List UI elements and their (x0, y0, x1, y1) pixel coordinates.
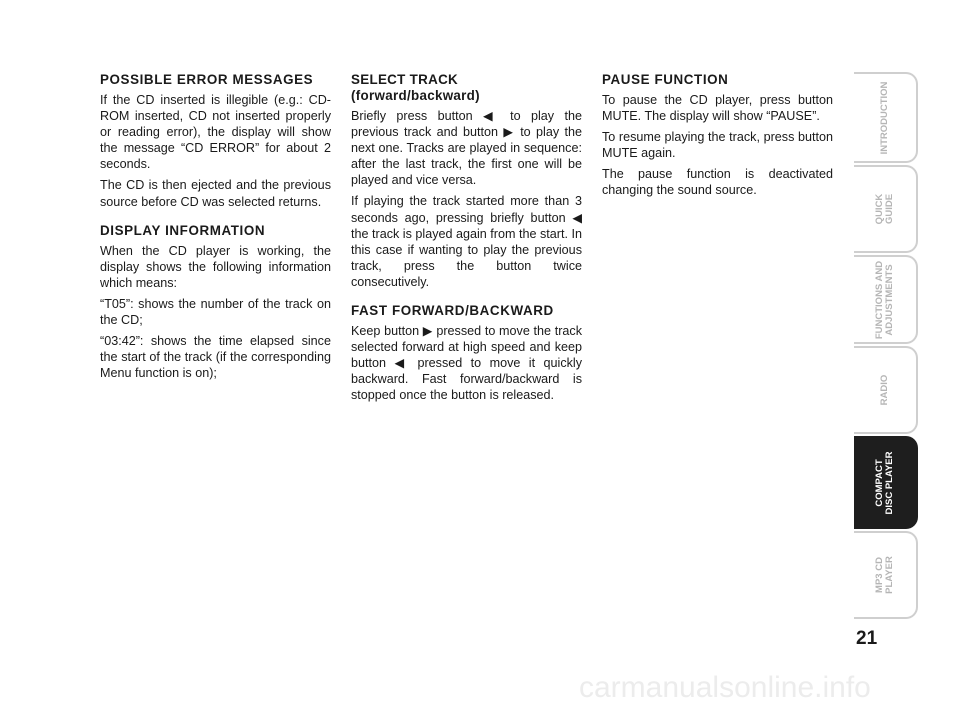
right-arrow-icon: ▶ (422, 324, 433, 339)
tab-label: DISC PLAYER (884, 451, 895, 514)
paragraph: When the CD player is working, the display shows the following information which means: (100, 243, 331, 290)
heading-display-information: DISPLAY INFORMATION (100, 222, 266, 238)
left-arrow-icon: ◀ (394, 356, 410, 371)
tab-label: MP3 CD (874, 557, 885, 593)
heading-pause-function: PAUSE FUNCTION (602, 72, 729, 87)
tab-mp3-cd-player[interactable] (854, 531, 918, 619)
column-2 (351, 72, 582, 409)
tab-label: GUIDE (884, 193, 895, 225)
paragraph: If playing the track started more than 3 seconds ago, pressing briefly button ◀ the track is played again from the start. In this case if wanting to play the previous track, press the button twice consecutively. (351, 194, 582, 289)
tab-introduction[interactable] (854, 72, 918, 163)
left-arrow-icon: ◀ (572, 210, 582, 225)
tab-label: COMPACT (874, 458, 885, 507)
watermark: carmanualsonline.info (579, 671, 871, 704)
left-arrow-icon: ◀ (483, 109, 500, 123)
column-3 (602, 72, 833, 204)
page-number: 21 (856, 628, 878, 649)
tab-radio[interactable] (854, 346, 918, 434)
heading-fast-forward: FAST FORWARD/BACKWARD (351, 303, 554, 319)
tab-label: QUICK (874, 193, 885, 225)
paragraph: To resume playing the track, press button MUTE again. (602, 130, 833, 161)
paragraph: The CD is then ejected and the previous source before CD was selected returns. (100, 178, 331, 209)
paragraph: The pause function is deactivated changing the sound source. (602, 167, 833, 198)
tab-label: RADIO (879, 374, 890, 406)
heading-error-messages: POSSIBLE ERROR MESSAGES (100, 72, 314, 87)
paragraph: Keep button ▶ pressed to move the track selected forward at high speed and keep button ◀ pressed to move it quickly backward. Fast forward/backward is stopped once the button is released. (351, 324, 583, 403)
heading-select-track-sub: (forward/backward) (351, 88, 480, 103)
paragraph: If the CD inserted is illegible (e.g.: CD-ROM inserted, CD not inserted properly or reading error), the display will show the message “CD ERROR” for about 2 seconds. (100, 93, 331, 172)
right-arrow-icon: ▶ (503, 125, 515, 140)
tab-compact-disc-player[interactable] (854, 436, 918, 529)
tab-label: FUNCTIONS AND (874, 260, 885, 339)
tab-label: INTRODUCTION (879, 81, 890, 154)
tab-functions-and-adjustments[interactable] (854, 255, 918, 344)
column-1 (100, 72, 331, 386)
paragraph: To pause the CD player, press button MUTE. The display will show “PAUSE”. (602, 93, 833, 124)
tab-label: ADJUSTMENTS (884, 263, 895, 336)
heading-select-track: SELECT TRACK (351, 72, 459, 87)
tab-label: PLAYER (884, 556, 895, 594)
paragraph: “T05”: shows the number of the track on the CD; (100, 296, 331, 328)
paragraph: “03:42”: shows the time elapsed since the start of the track (if the corresponding Menu function is on); (100, 334, 331, 381)
paragraph: Briefly press button ◀ to play the previous track and button ▶ to play the next one. Tracks are played in sequence: after the last track, the first one will be played and vice versa. (351, 109, 583, 188)
tab-quick-guide[interactable] (854, 165, 918, 253)
